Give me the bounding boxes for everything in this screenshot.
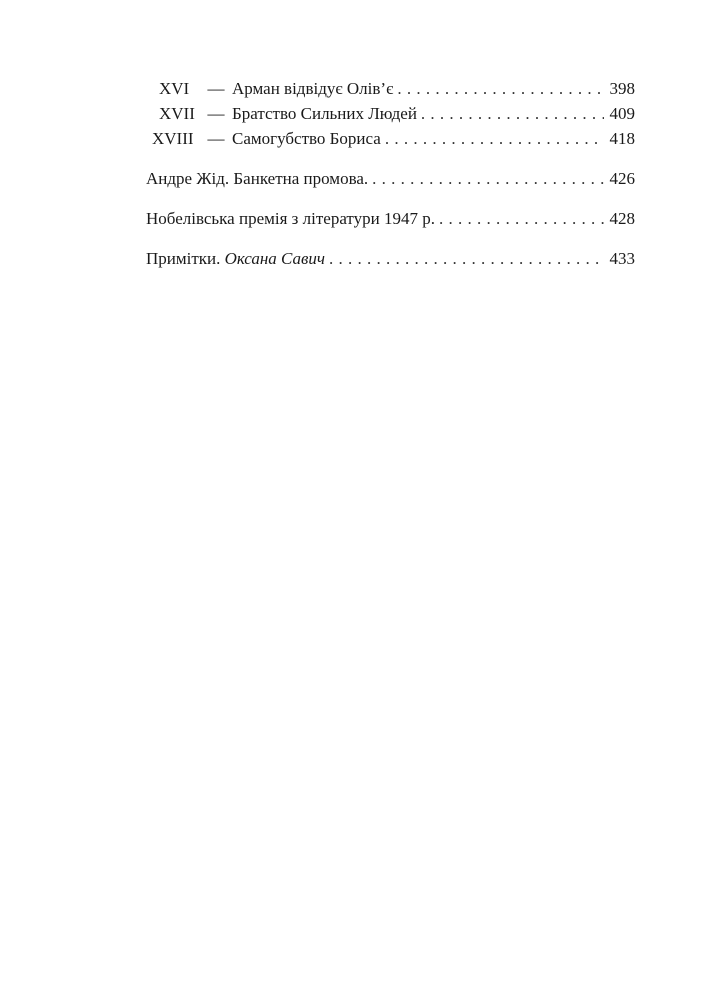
chapter-dash: — — [207, 104, 225, 123]
chapter-title: Братство Сильних Людей — [232, 104, 417, 123]
chapter-heading — [146, 126, 381, 151]
entry-title: Андре Жід. Банкетна промова. — [146, 169, 369, 188]
chapter-numeral: XVI — [159, 79, 190, 98]
toc-entry-nobel-prize[interactable] — [146, 206, 635, 231]
dot-leader — [439, 206, 604, 231]
chapter-heading — [146, 101, 417, 126]
entry-title — [146, 246, 325, 271]
chapter-heading — [146, 76, 393, 101]
chapter-dash: — — [207, 129, 225, 148]
page-number: 433 — [609, 249, 635, 268]
dot-leader — [385, 126, 604, 151]
page-number: 426 — [609, 169, 635, 188]
table-of-contents — [146, 76, 635, 271]
dot-leader — [397, 76, 603, 101]
dot-leader — [421, 101, 604, 126]
toc-entry-chapter-16[interactable] — [146, 76, 635, 101]
entry-title: Нобелівська премія з літератури 1947 р. — [146, 209, 435, 228]
dot-leader — [329, 246, 604, 271]
toc-entry-chapter-18[interactable] — [146, 126, 635, 151]
notes-label: Примітки. — [146, 249, 225, 268]
chapter-numeral: XVIII — [152, 129, 194, 148]
toc-entry-notes[interactable] — [146, 246, 635, 271]
dot-leader — [372, 166, 603, 191]
page-number: 409 — [609, 104, 635, 123]
toc-entry-chapter-17[interactable] — [146, 101, 635, 126]
toc-entry-banquet-speech[interactable] — [146, 166, 635, 191]
page-number: 398 — [609, 79, 635, 98]
chapter-dash: — — [207, 79, 225, 98]
chapter-numeral: XVII — [159, 104, 195, 123]
chapter-title: Самогубство Бориса — [232, 129, 381, 148]
page-number: 428 — [609, 209, 635, 228]
chapter-title: Арман відвідує Олів’є — [232, 79, 394, 98]
page-number: 418 — [609, 129, 635, 148]
notes-author: Оксана Савич — [224, 249, 325, 268]
